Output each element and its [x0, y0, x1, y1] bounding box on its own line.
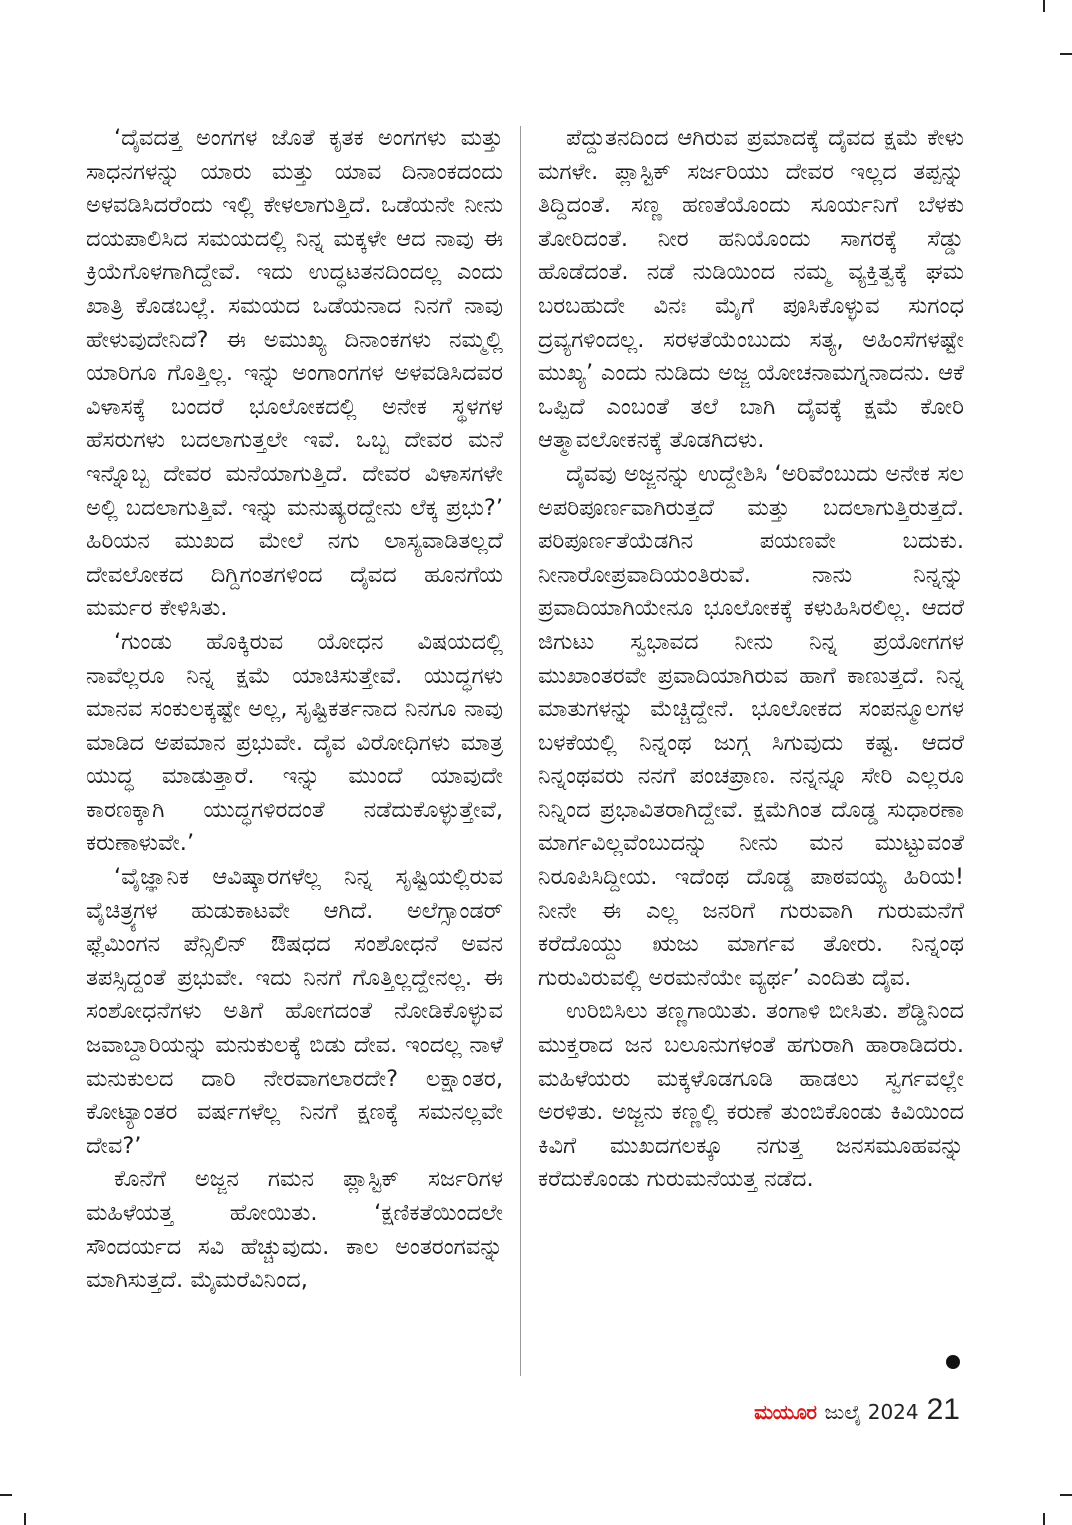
paragraph: ಕೊನೆಗೆ ಅಜ್ಜನ ಗಮನ ಪ್ಲಾಸ್ಟಿಕ್ ಸರ್ಜರಿಗಳ ಮಹಿಳೆಯತ್ತ ಹೋಯಿತು. ‘ಕ್ಷಣಿಕತೆಯಿಂದಲೇ ಸೌಂದರ್ಯದ ಸವಿ ಹೆಚ್ಚುವುದು. ಕಾಲ ಅಂತರಂಗವನ್ನು ಮಾಗಿಸುತ್ತದೆ. ಮೈಮರೆವಿನಿಂದ,: [86, 1166, 503, 1294]
end-of-article-dot: [946, 1355, 960, 1369]
paragraph: ‘ದೈವದತ್ತ ಅಂಗಗಳ ಜೊತೆ ಕೃತಕ ಅಂಗಗಳು ಮತ್ತು ಸಾಧನಗಳನ್ನು ಯಾರು ಮತ್ತು ಯಾವ ದಿನಾಂಕದಂದು ಅಳವಡಿಸಿದರೆಂದು ಇಲ್ಲಿ ಕೇಳಲಾಗುತ್ತಿದೆ. ಒಡೆಯನೇ ನೀನು ದಯಪಾಲಿಸಿದ ಸಮಯದಲ್ಲಿ ನಿನ್ನ ಮಕ್ಕಳೇ ಆದ ನಾವು ಈ ಕ್ರಿಯೆಗೊಳಗಾಗಿದ್ದೇವೆ. ಇದು ಉದ್ಧಟತನದಿಂದಲ್ಲ ಎಂದು ಖಾತ್ರಿ ಕೊಡಬಲ್ಲೆ. ಸಮಯದ ಒಡೆಯನಾದ ನಿನಗೆ ನಾವು ಹೇಳುವುದೇನಿದೆ? ಈ ಅಮುಖ್ಯ ದಿನಾಂಕಗಳು ನಮ್ಮಲ್ಲಿ ಯಾರಿಗೂ ಗೊತ್ತಿಲ್ಲ. ಇನ್ನು ಅಂಗಾಂಗಗಳ ಅಳವಡಿಸಿದವರ ವಿಳಾಸಕ್ಕೆ ಬಂದರೆ ಭೂಲೋಕದಲ್ಲಿ ಅನೇಕ ಸ್ಥಳಗಳ ಹೆಸರುಗಳು ಬದಲಾಗುತ್ತಲೇ ಇವೆ. ಒಬ್ಬ ದೇವರ ಮನೆ ಇನ್ನೊಬ್ಬ ದೇವರ ಮನೆಯಾಗುತ್ತಿದೆ. ದೇವರ ವಿಳಾಸಗಳೇ ಅಲ್ಲಿ ಬದಲಾಗುತ್ತಿವೆ. ಇನ್ನು ಮನುಷ್ಯರದ್ದೇನು ಲೆಕ್ಕ ಪ್ರಭು?’ ಹಿರಿಯನ ಮುಖದ ಮೇಲೆ ನಗು ಲಾಸ್ಯವಾಡಿತಲ್ಲದೆ ದೇವಲೋಕದ ದಿಗ್ದಿಗಂತಗಳಿಂದ ದೈವದ ಹೂನಗೆಯ ಮರ್ಮರ ಕೇಳಿಸಿತು.: [86, 125, 503, 622]
paragraph: ಉರಿಬಿಸಿಲು ತಣ್ಣಗಾಯಿತು. ತಂಗಾಳಿ ಬೀಸಿತು. ಶೆಡ್ಡಿನಿಂದ ಮುಕ್ತರಾದ ಜನ ಬಲೂನುಗಳಂತೆ ಹಗುರಾಗಿ ಹಾರಾಡಿದರು. ಮಹಿಳೆಯರು ಮಕ್ಕಳೊಡಗೂಡಿ ಹಾಡಲು ಸ್ವರ್ಗವಲ್ಲೇ ಅರಳಿತು. ಅಜ್ಜನು ಕಣ್ಣಲ್ಲಿ ಕರುಣೆ ತುಂಬಿಕೊಂಡು ಕಿವಿಯಿಂದ ಕಿವಿಗೆ ಮುಖದಗಲಕ್ಕೂ ನಗುತ್ತ ಜನಸಮೂಹವನ್ನು ಕರೆದುಕೊಂಡು ಗುರುಮನೆಯತ್ತ ನಡೆದ.: [538, 998, 964, 1193]
page-number: 21: [926, 1393, 960, 1426]
paragraph: ದೈವವು ಅಜ್ಜನನ್ನು ಉದ್ದೇಶಿಸಿ ‘ಅರಿವೆಂಬುದು ಅನೇಕ ಸಲ ಅಪರಿಪೂರ್ಣವಾಗಿರುತ್ತದೆ ಮತ್ತು ಬದಲಾಗುತ್ತಿರುತ್ತದೆ. ಪರಿಪೂರ್ಣತೆಯೆಡಗಿನ ಪಯಣವೇ ಬದುಕು. ನೀನಾರೋಪ್ರವಾದಿಯಂತಿರುವೆ. ನಾನು ನಿನ್ನನ್ನು ಪ್ರವಾದಿಯಾಗಿಯೇನೂ ಭೂಲೋಕಕ್ಕೆ ಕಳುಹಿಸಿರಲಿಲ್ಲ. ಆದರೆ ಜಿಗುಟು ಸ್ವಭಾವದ ನೀನು ನಿನ್ನ ಪ್ರಯೋಗಗಳ ಮುಖಾಂತರವೇ ಪ್ರವಾದಿಯಾಗಿರುವ ಹಾಗೆ ಕಾಣುತ್ತದೆ. ನಿನ್ನ ಮಾತುಗಳನ್ನು ಮೆಚ್ಚಿದ್ದೇನೆ. ಭೂಲೋಕದ ಸಂಪನ್ಮೂಲಗಳ ಬಳಕೆಯಲ್ಲಿ ನಿನ್ನಂಥ ಜುಗ್ಗ ಸಿಗುವುದು ಕಷ್ಟ. ಆದರೆ ನಿನ್ನಂಥವರು ನನಗೆ ಪಂಚಪ್ರಾಣ. ನನ್ನನ್ನೂ ಸೇರಿ ಎಲ್ಲರೂ ನಿನ್ನಿಂದ ಪ್ರಭಾವಿತರಾಗಿದ್ದೇವೆ. ಕ್ಷಮೆಗಿಂತ ದೊಡ್ಡ ಸುಧಾರಣಾ ಮಾರ್ಗವಿಲ್ಲವೆಂಬುದನ್ನು ನೀನು ಮನ ಮುಟ್ಟುವಂತೆ ನಿರೂಪಿಸಿದ್ದೀಯ. ಇದೆಂಥ ದೊಡ್ಡ ಪಾಠವಯ್ಯ ಹಿರಿಯ! ನೀನೇ ಈ ಎಲ್ಲ ಜನರಿಗೆ ಗುರುವಾಗಿ ಗುರುಮನೆಗೆ ಕರೆದೊಯ್ದು ಋಜು ಮಾರ್ಗವ ತೋರು. ನಿನ್ನಂಥ ಗುರುವಿರುವಲ್ಲಿ ಅರಮನೆಯೇ ವ್ಯರ್ಥ’ ಎಂದಿತು ದೈವ.: [538, 460, 964, 991]
magazine-logo: ಮಯೂರ: [754, 1400, 817, 1424]
page-footer: [754, 1393, 960, 1427]
crop-mark-left: [0, 1494, 12, 1496]
column-divider: [520, 126, 521, 1376]
paragraph: ‘ಗುಂಡು ಹೊಕ್ಕಿರುವ ಯೋಧನ ವಿಷಯದಲ್ಲಿ ನಾವೆಲ್ಲರೂ ನಿನ್ನ ಕ್ಷಮೆ ಯಾಚಿಸುತ್ತೇವೆ. ಯುದ್ಧಗಳು ಮಾನವ ಸಂಕುಲಕ್ಕಷ್ಟೇ ಅಲ್ಲ, ಸೃಷ್ಟಿಕರ್ತನಾದ ನಿನಗೂ ನಾವು ಮಾಡಿದ ಅಪಮಾನ ಪ್ರಭುವೇ. ದೈವ ವಿರೋಧಿಗಳು ಮಾತ್ರ ಯುದ್ಧ ಮಾಡುತ್ತಾರೆ. ಇನ್ನು ಮುಂದೆ ಯಾವುದೇ ಕಾರಣಕ್ಕಾಗಿ ಯುದ್ಧಗಳಿರದಂತೆ ನಡೆದುಕೊಳ್ಳುತ್ತೇವೆ, ಕರುಣಾಳುವೇ.’: [86, 628, 503, 857]
paragraph: ‘ವೈಜ್ಞಾನಿಕ ಆವಿಷ್ಕಾರಗಳೆಲ್ಲ ನಿನ್ನ ಸೃಷ್ಟಿಯಲ್ಲಿರುವ ವೈಚಿತ್ರ್ಯಗಳ ಹುಡುಕಾಟವೇ ಆಗಿದೆ. ಅಲೆಗ್ಸಾಂಡರ್ ಫ್ಲೆಮಿಂಗನ ಪೆನ್ಸಿಲಿನ್ ಔಷಧದ ಸಂಶೋಧನೆ ಅವನ ತಪಸ್ಸಿದ್ದಂತೆ ಪ್ರಭುವೇ. ಇದು ನಿನಗೆ ಗೊತ್ತಿಲ್ಲದ್ದೇನಲ್ಲ. ಈ ಸಂಶೋಧನೆಗಳು ಅತಿಗೆ ಹೋಗದಂತೆ ನೋಡಿಕೊಳ್ಳುವ ಜವಾಬ್ದಾರಿಯನ್ನು ಮನುಕುಲಕ್ಕೆ ಬಿಡು ದೇವ. ಇಂದಲ್ಲ ನಾಳೆ ಮನುಕುಲದ ದಾರಿ ನೇರವಾಗಲಾರದೇ? ಲಕ್ಷಾಂತರ, ಕೋಟ್ಯಾಂತರ ವರ್ಷಗಳೆಲ್ಲ ನಿನಗೆ ಕ್ಷಣಕ್ಕೆ ಸಮನಲ್ಲವೇ ದೇವ?’: [86, 864, 503, 1159]
crop-mark-top: [1043, 0, 1045, 12]
issue-date: ಜುಲೈ 2024: [824, 1400, 919, 1424]
paragraph: ಪೆದ್ದುತನದಿಂದ ಆಗಿರುವ ಪ್ರಮಾದಕ್ಕೆ ದೈವದ ಕ್ಷಮೆ ಕೇಳು ಮಗಳೇ. ಪ್ಲಾಸ್ಟಿಕ್ ಸರ್ಜರಿಯು ದೇವರ ಇಲ್ಲದ ತಪ್ಪನ್ನು ತಿದ್ದಿದಂತೆ. ಸಣ್ಣ ಹಣತೆಯೊಂದು ಸೂರ್ಯನಿಗೆ ಬೆಳಕು ತೋರಿದಂತೆ. ನೀರ ಹನಿಯೊಂದು ಸಾಗರಕ್ಕೆ ಸೆಡ್ಡು ಹೊಡೆದಂತೆ. ನಡೆ ನುಡಿಯಿಂದ ನಮ್ಮ ವ್ಯಕ್ತಿತ್ವಕ್ಕೆ ಘಮ ಬರಬಹುದೇ ವಿನಃ ಮೈಗೆ ಪೂಸಿಕೊಳ್ಳುವ ಸುಗಂಧ ದ್ರವ್ಯಗಳಿಂದಲ್ಲ. ಸರಳತೆಯೆಂಬುದು ಸತ್ಯ, ಅಹಿಂಸೆಗಳಷ್ಟೇ ಮುಖ್ಯ’ ಎಂದು ನುಡಿದು ಅಜ್ಜ ಯೋಚನಾಮಗ್ನನಾದನು. ಆಕೆ ಒಪ್ಪಿದೆ ಎಂಬಂತೆ ತಲೆ ಬಾಗಿ ದೈವಕ್ಕೆ ಕ್ಷಮೆ ಕೋರಿ ಆತ್ಮಾವಲೋಕನಕ್ಕೆ ತೊಡಗಿದಳು.: [538, 125, 964, 454]
crop-mark-right: [1060, 53, 1072, 55]
crop-mark-bottom-right: [1043, 1513, 1045, 1525]
article-right-column: [538, 122, 964, 1197]
crop-mark-bottom-left: [24, 1513, 26, 1525]
crop-mark-bottom-right-h: [1060, 1494, 1072, 1496]
article-left-column: [86, 122, 503, 1298]
